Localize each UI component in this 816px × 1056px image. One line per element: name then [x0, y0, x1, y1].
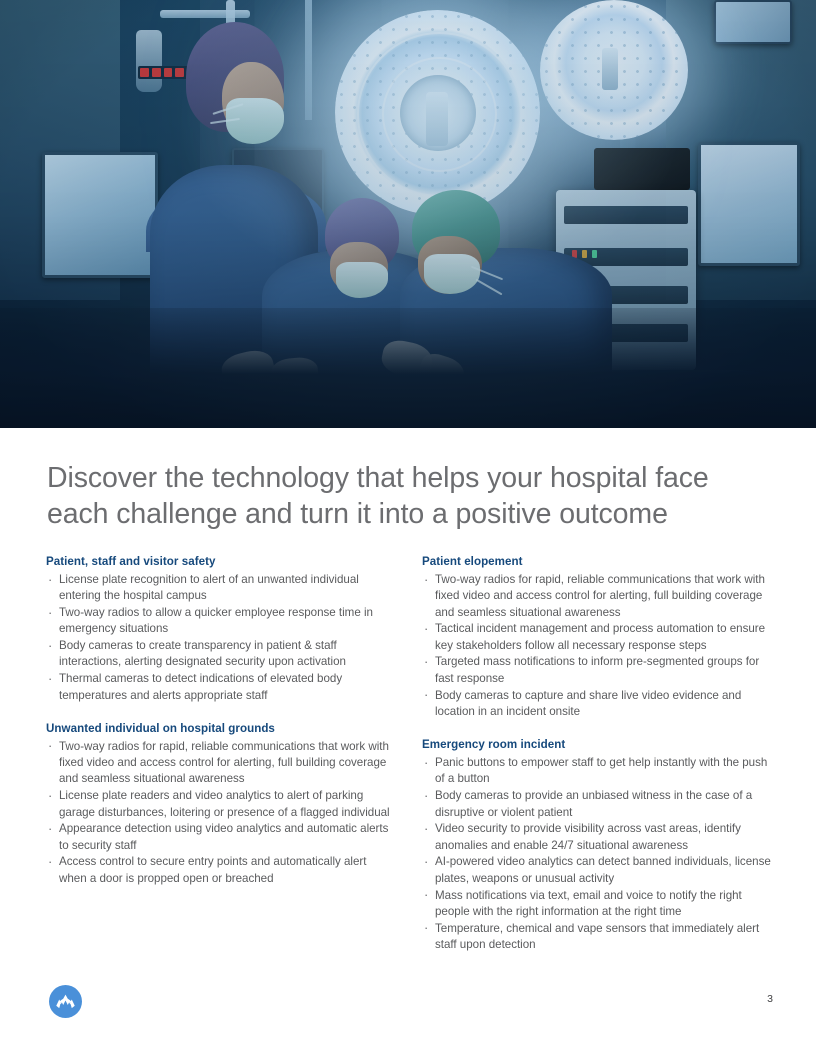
section-unwanted-individual-on-hospital-grounds — [46, 721, 396, 887]
list-item: · Two-way radios to allow a quicker employee response time in emergency situations — [46, 605, 396, 638]
content-columns — [0, 532, 816, 954]
bullet-list — [422, 755, 776, 953]
list-item: · Body cameras to capture and share live video evidence and location in an incident onsite — [422, 688, 776, 721]
section-title: Patient, staff and visitor safety — [46, 555, 216, 568]
list-item: · Two-way radios for rapid, reliable communications that work with fixed video and access control for alerting, full building coverage and seamless situational awareness — [46, 739, 396, 788]
list-item: · License plate recognition to alert of an unwanted individual entering the hospital campus — [46, 572, 396, 605]
section-patient-staff-visitor-safety — [46, 554, 396, 704]
column-left — [46, 554, 396, 954]
list-item: · Temperature, chemical and vape sensors that immediately alert staff upon detection — [422, 921, 776, 954]
column-right — [422, 554, 776, 954]
list-item: · Mass notifications via text, email and voice to notify the right people with the right information at the right time — [422, 888, 776, 921]
room-light-wash — [0, 0, 816, 428]
list-item: · Body cameras to provide an unbiased witness in the case of a disruptive or violent patient — [422, 788, 776, 821]
section-title: Unwanted individual on hospital grounds — [46, 721, 275, 735]
list-item: · Body cameras to create transparency in patient & staff interactions, alerting designated security upon activation — [46, 638, 396, 671]
section-emergency-room-incident — [422, 737, 776, 953]
list-item: · Tactical incident management and process automation to ensure key stakeholders follow all necessary response steps — [422, 621, 776, 654]
list-item: · Targeted mass notifications to inform pre-segmented groups for fast response — [422, 654, 776, 687]
section-patient-elopement — [422, 554, 776, 720]
bullet-list — [46, 739, 396, 887]
list-item: · Thermal cameras to detect indications of elevated body temperatures and alerts appropriate staff — [46, 671, 396, 704]
hero-image — [0, 0, 816, 428]
page-title: Discover the technology that helps your hospital face each challenge and turn it into a positive outcome — [47, 462, 709, 530]
list-item: · Video security to provide visibility across vast areas, identify anomalies and enable 24/7 situational awareness — [422, 821, 776, 854]
list-item: · Access control to secure entry points and automatically alert when a door is propped open or breached — [46, 854, 396, 887]
list-item: · Panic buttons to empower staff to get help instantly with the push of a button — [422, 755, 776, 788]
list-item: · Appearance detection using video analytics and automatic alerts to security staff — [46, 821, 396, 854]
page-footer — [0, 966, 816, 1056]
section-title: Emergency room incident — [422, 738, 566, 752]
section-title: Patient elopement — [422, 555, 523, 568]
motorola-batwing-logo-icon — [49, 985, 82, 1018]
page-content — [0, 428, 816, 954]
list-item: · AI-powered video analytics can detect banned individuals, license plates, weapons or unusual activity — [422, 854, 776, 887]
bullet-list — [422, 572, 776, 720]
bullet-list — [46, 572, 396, 704]
operating-room-photo — [0, 0, 816, 428]
list-item: · Two-way radios for rapid, reliable communications that work with fixed video and access control for alerting, full building coverage and seamless situational awareness — [422, 572, 776, 621]
list-item: · License plate readers and video analytics to alert of parking garage disturbances, loitering or presence of a flagged individual — [46, 788, 396, 821]
page-number: 3 — [767, 993, 773, 1005]
